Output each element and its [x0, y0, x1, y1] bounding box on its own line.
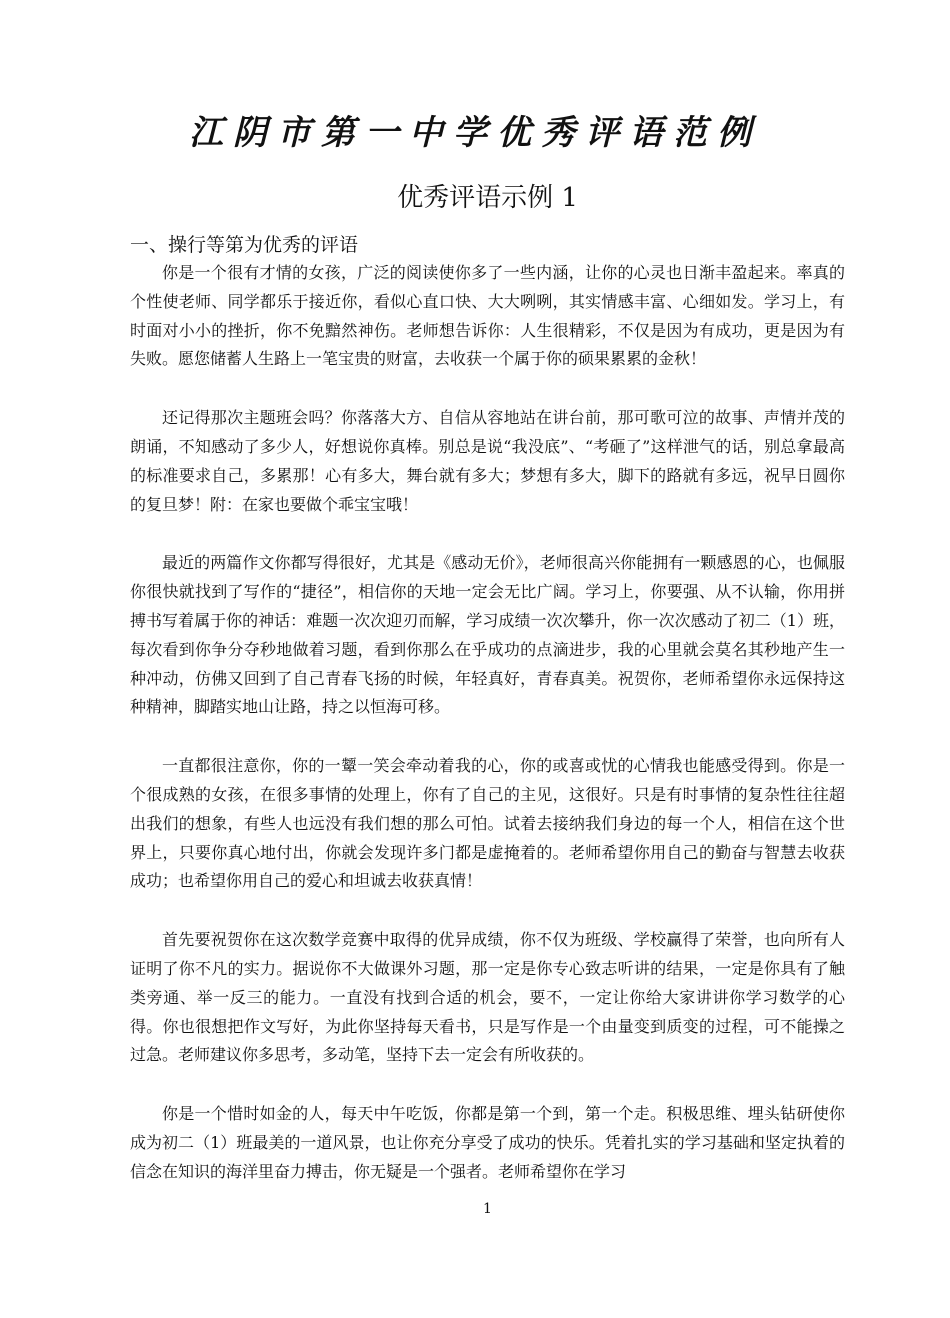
section-heading: 一、操行等第为优秀的评语 — [130, 234, 359, 256]
comment-paragraph: 你是一个惜时如金的人，每天中午吃饭，你都是第一个到，第一个走。积极思维、埋头钻研使你成为初二（1）班最美的一道风景，也让你充分享受了成功的快乐。凭着扎实的学习基础和坚定执着的信念在知识的海洋里奋力搏击，你无疑是一个强者。老师希望你在学习 — [130, 1104, 845, 1181]
comment-paragraph: 你是一个很有才情的女孩，广泛的阅读使你多了一些内涵，让你的心灵也日渐丰盈起来。率真的个性使老师、同学都乐于接近你，看似心直口快、大大咧咧，其实情感丰富、心细如发。学习上，有时面对小小的挫折，你不免黯然神伤。老师想告诉你：人生很精彩，不仅是因为有成功，更是因为有失败。愿您储蓄人生路上一笔宝贵的财富，去收获一个属于你的硕果累累的金秋！ — [130, 263, 845, 369]
comment-paragraph: 最近的两篇作文你都写得很好，尤其是《感动无价》，老师很高兴你能拥有一颗感恩的心，也佩服你很快就找到了写作的“捷径”，相信你的天地一定会无比广阔。学习上，你要强、从不认输，你用拼搏书写着属于你的神话：难题一次次迎刃而解，学习成绩一次次攀升，你一次次感动了初二（1）班，每次看到你争分夺秒地做着习题，看到你那么在乎成功的点滴进步，我的心里就会莫名其秒地产生一种冲动，仿佛又回到了自己青春飞扬的时候，年轻真好，青春真美。祝贺你，老师希望你永远保持这种精神，脚踏实地山让路，持之以恒海可移。 — [130, 553, 845, 717]
document-body — [130, 259, 845, 1217]
page-title: 江阴市第一中学优秀评语范例 — [189, 113, 761, 153]
comment-paragraph: 一直都很注意你，你的一颦一笑会牵动着我的心，你的或喜或忧的心情我也能感受得到。你是一个很成熟的女孩，在很多事情的处理上，你有了自己的主见，这很好。只是有时事情的复杂性往往超出我们的想象，有些人也远没有我们想的那么可怕。试着去接纳我们身边的每一个人，相信在这个世界上，只要你真心地付出，你就会发现许多门都是虚掩着的。老师希望你用自己的勤奋与智慧去收获成功；也希望你用自己的爱心和坦诚去收获真情！ — [130, 756, 845, 891]
comment-paragraph: 首先要祝贺你在这次数学竞赛中取得的优异成绩，你不仅为班级、学校赢得了荣誉，也向所有人证明了你不凡的实力。据说你不大做课外习题，那一定是你专心致志听讲的结果，一定是你具有了触类旁通、举一反三的能力。一直没有找到合适的机会，要不，一定让你给大家讲讲你学习数学的心得。你也很想把作文写好，为此你坚持每天看书，只是写作是一个由量变到质变的过程，可不能操之过急。老师建议你多思考，多动笔，坚持下去一定会有所收获的。 — [130, 930, 845, 1065]
page-number: 1 — [483, 1201, 492, 1217]
page-subtitle: 优秀评语示例 1 — [397, 183, 578, 213]
comment-paragraph: 还记得那次主题班会吗？你落落大方、自信从容地站在讲台前，那可歌可泣的故事、声情并茂的朗诵，不知感动了多少人，好想说你真棒。别总是说“我没底”、“考砸了”这样泄气的话，别总拿最高的标准要求自己，多累那！心有多大，舞台就有多大；梦想有多大，脚下的路就有多远，祝早日圆你的复旦梦！附：在家也要做个乖宝宝哦！ — [130, 408, 845, 514]
